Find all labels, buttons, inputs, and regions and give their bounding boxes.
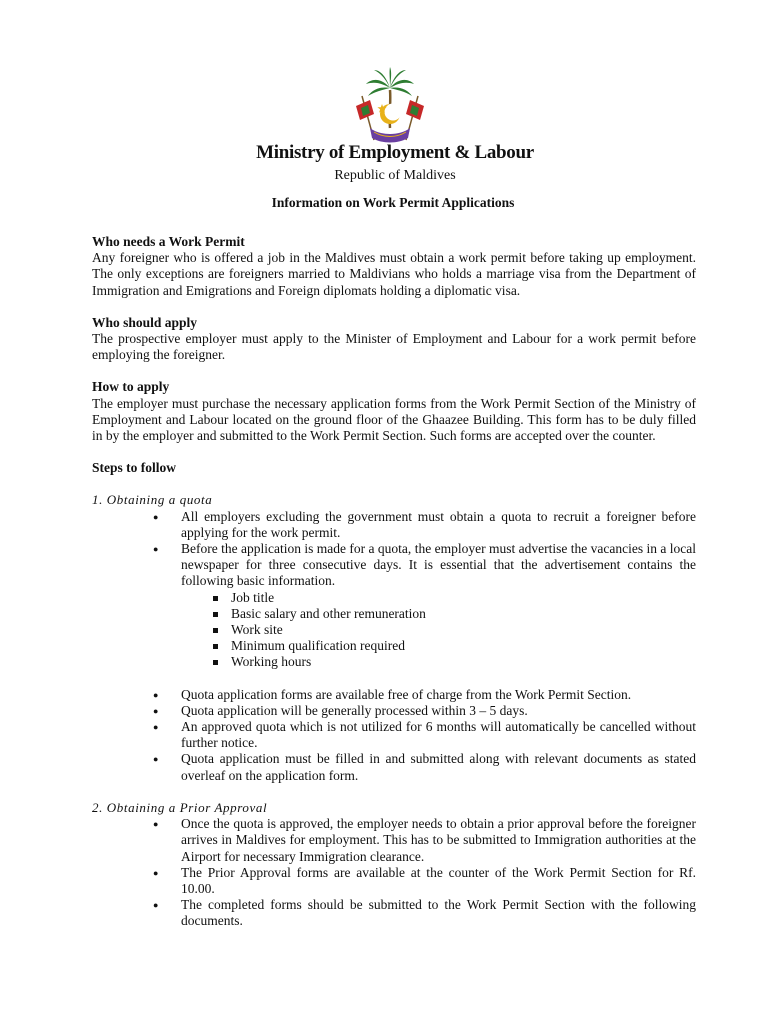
step-1-subitems — [181, 590, 696, 671]
info-title: Information on Work Permit Applications — [271, 195, 515, 210]
ministry-title: Ministry of Employment & Labour — [256, 142, 534, 163]
who-needs-paragraph: Any foreigner who is offered a job in the Maldives must obtain a work permit before taking up employment. The only exceptions are foreigners married to Maldivians who holds a marriage visa from the Department of Immigration and Emigrations and Foreign diplomats holding a diplomatic visa. — [92, 250, 696, 298]
list-item: Work site — [231, 622, 696, 638]
step-1-subitems-wrap — [92, 590, 696, 671]
who-apply-heading: Who should apply — [92, 314, 198, 330]
step-2-bullets — [92, 816, 696, 929]
list-item: Job title — [231, 590, 696, 606]
how-apply-paragraph: The employer must purchase the necessary application forms from the Work Permit Section of the Ministry of Employment and Labour located on the ground floor of the Ghaazee Building. This form has to be duly filled in by the employer and submitted to the Work Permit Section. Such forms are accepted over the counter. — [92, 395, 696, 444]
subitems-container — [181, 590, 696, 671]
who-needs-heading: Who needs a Work Permit — [92, 234, 245, 249]
list-item: ● The Prior Approval forms are available at the counter of the Work Permit Section for Rf. 10.00. — [181, 865, 696, 897]
steps-heading: Steps to follow — [92, 460, 176, 476]
list-item: ● Once the quota is approved, the employer needs to obtain a prior approval before the foreigner arrives in Maldives for employment. This has to be submitted to Immigration authorities at the Airport for necessary Immigration clearance. — [181, 816, 696, 865]
list-item: ● The completed forms should be submitted to the Work Permit Section with the following documents. — [181, 897, 696, 929]
how-apply-heading: How to apply — [92, 379, 170, 395]
list-item: Minimum qualification required — [231, 638, 696, 654]
list-item: Working hours — [231, 654, 696, 670]
republic-subtitle: Republic of Maldives — [334, 168, 456, 183]
list-item: Basic salary and other remuneration — [231, 606, 696, 622]
list-item: ● An approved quota which is not utilized for 6 months will automatically be cancelled without further notice. — [181, 719, 696, 751]
step-1-title: 1. Obtaining a quota — [92, 492, 213, 508]
list-item: ● Quota application will be generally processed within 3 – 5 days. — [181, 703, 696, 719]
step-1-bullets-b — [92, 687, 696, 784]
who-apply-paragraph: The prospective employer must apply to the Minister of Employment and Labour for a work permit before employing the foreigner. — [92, 331, 696, 363]
maldives-state-emblem-icon — [352, 66, 428, 148]
list-item: ● Quota application forms are available free of charge from the Work Permit Section. — [181, 687, 696, 703]
document-body — [92, 234, 696, 930]
step-2-title: 2. Obtaining a Prior Approval — [92, 799, 268, 815]
list-item: ● Before the application is made for a quota, the employer must advertise the vacancies in a local newspaper for three consecutive days. It is essential that the advertisement contains the following basic information. — [181, 541, 696, 590]
step-1-bullets-a — [92, 509, 696, 590]
list-item: ● Quota application must be filled in and submitted along with relevant documents as stated overleaf on the application form. — [181, 751, 696, 783]
list-item: ● All employers excluding the government must obtain a quota to recruit a foreigner before applying for the work permit. — [181, 509, 696, 541]
